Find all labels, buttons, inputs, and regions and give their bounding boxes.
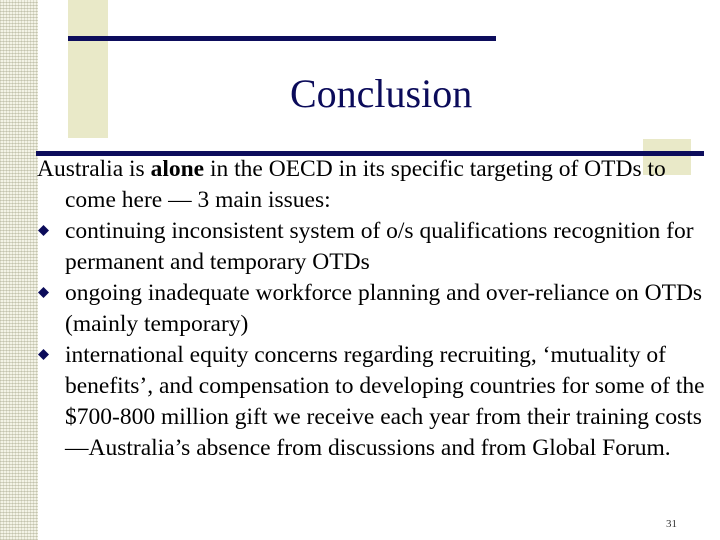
bullet-text: international equity concerns regarding recruiting, ‘mutuality of benefits’, and compensation to developing countries for some of the $700-800 million gift we receive each year from their training costs —Australia’s absence from discussions and from Global Forum. [65,342,705,461]
intro-suffix: in the OECD in its specific targeting of OTDs to come here — 3 main issues: [65,156,666,213]
diamond-bullet-icon [38,225,49,236]
page-number: 31 [666,518,677,530]
list-item [37,216,707,278]
intro-emphasis: alone [150,156,205,182]
decorative-left-strip [0,0,38,540]
bullet-text: continuing inconsistent system of o/s qualifications recognition for permanent and temporary OTDs [65,218,694,275]
title-rule-top [68,36,496,41]
slide-title: Conclusion [290,71,473,116]
diamond-bullet-icon [38,349,49,360]
bullet-text: ongoing inadequate workforce planning and over-reliance on OTDs (mainly temporary) [65,280,703,337]
decorative-box-top [68,0,108,138]
bullet-list [37,216,707,464]
list-item [37,340,707,464]
list-item [37,278,707,340]
intro-prefix: Australia is [37,156,151,182]
diamond-bullet-icon [38,287,49,298]
intro-paragraph [37,154,707,216]
slide-body [37,154,707,464]
